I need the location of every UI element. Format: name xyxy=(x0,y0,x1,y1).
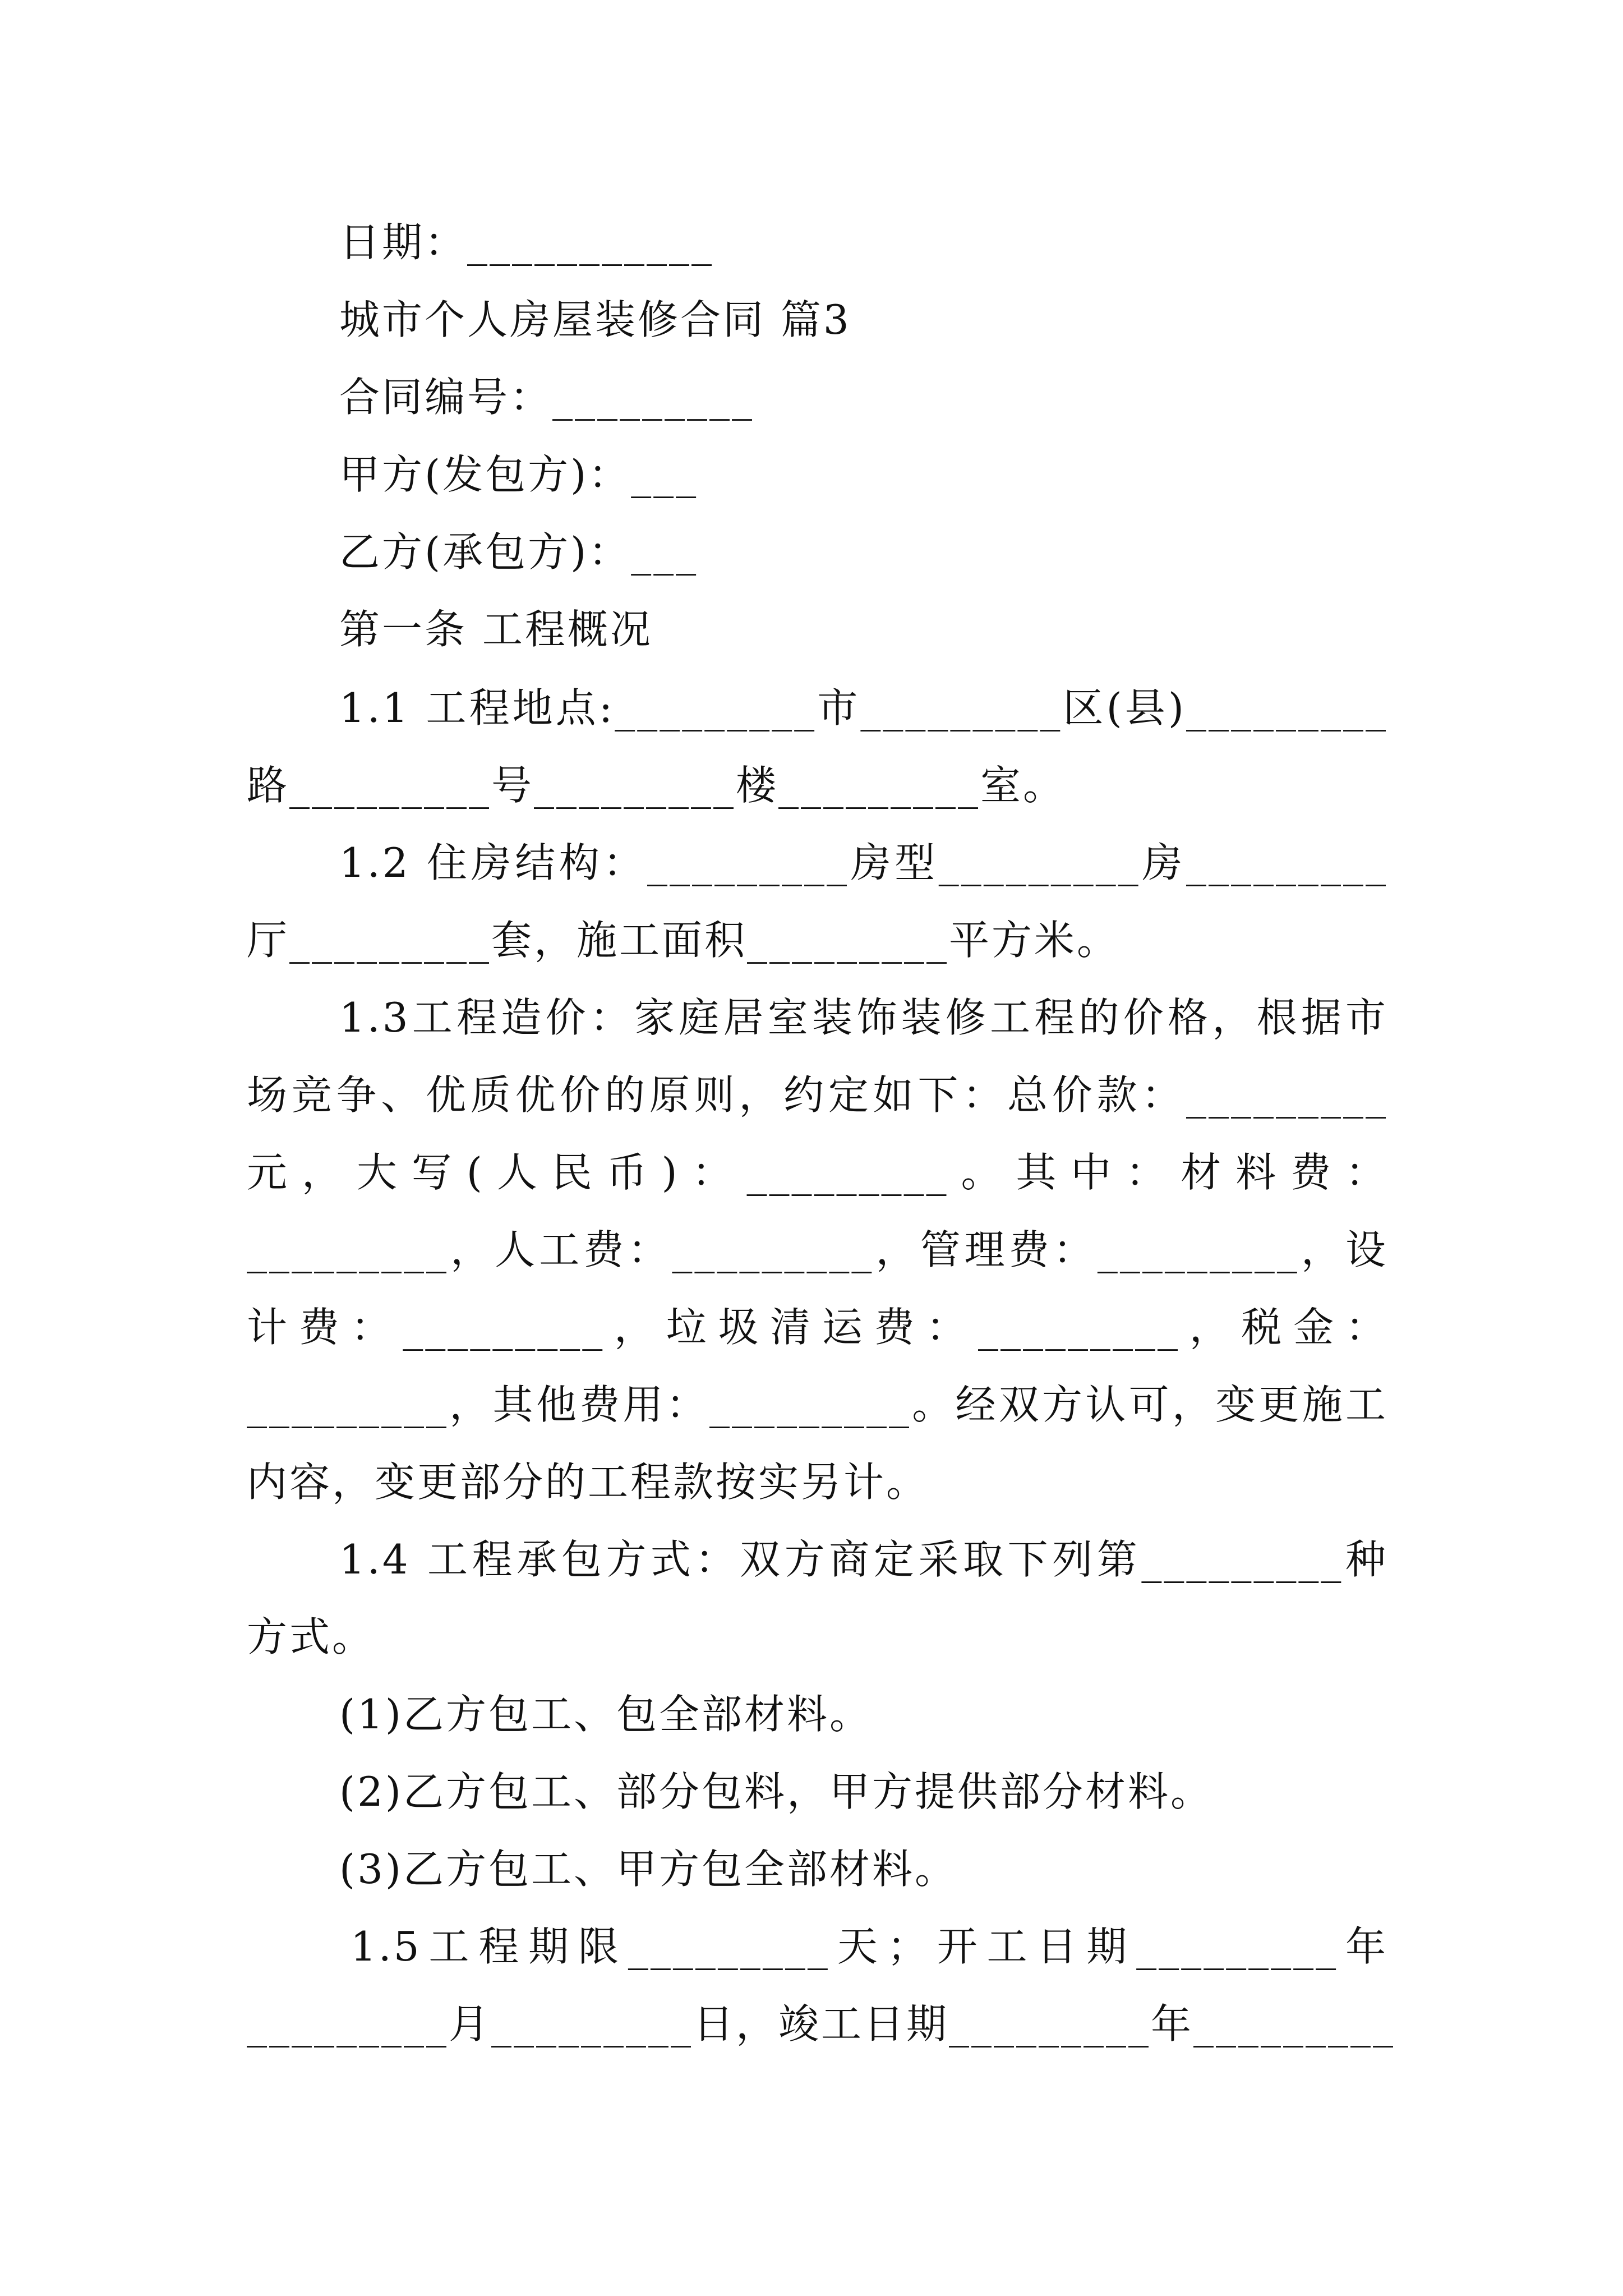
contract-number-line: 合同编号：_________ xyxy=(339,374,755,421)
article-1-heading: 第一条 工程概况 xyxy=(339,606,653,653)
date-line: 日期：___________ xyxy=(339,219,714,266)
clause-1-3-line-2: 场竞争、优质优价的原则，约定如下：总价款：_________ xyxy=(247,1071,1388,1119)
clause-1-3-line-5: 计费：_________，垃圾清运费：_________，税金： xyxy=(247,1304,1388,1351)
clause-1-4-line-2: 方式。 xyxy=(247,1613,375,1660)
clause-1-5-line-1: 1.5工程期限_________天；开工日期_________年 xyxy=(351,1923,1388,1970)
clause-1-3-line-6: _________，其他费用：_________。经双方认可，变更施工 xyxy=(247,1381,1388,1428)
clause-1-1-line-1: 1.1 工程地点:_________市_________区(县)_________ xyxy=(339,684,1388,731)
option-1: (1)乙方包工、包全部材料。 xyxy=(339,1691,872,1738)
clause-1-2-line-2: 厅_________套，施工面积_________平方米。 xyxy=(247,917,1120,964)
clause-1-3-line-7: 内容，变更部分的工程款按实另计。 xyxy=(247,1458,929,1506)
clause-1-5-line-2: _________月_________日，竣工日期_________年_________ xyxy=(247,2000,1396,2047)
clause-1-3-line-1: 1.3工程造价：家庭居室装饰装修工程的价格，根据市 xyxy=(339,994,1388,1041)
clause-1-3-line-4: _________，人工费：_________，管理费：_________，设 xyxy=(247,1226,1388,1273)
clause-1-3-line-3: 元，大写(人民币)：_________。其中：材料费： xyxy=(247,1149,1388,1196)
party-b-line: 乙方(承包方)：___ xyxy=(339,528,699,576)
contract-title: 城市个人房屋装修合同 篇3 xyxy=(339,296,851,343)
clause-1-4-line-1: 1.4 工程承包方式：双方商定采取下列第_________种 xyxy=(339,1536,1388,1583)
party-a-line: 甲方(发包方)：___ xyxy=(339,451,699,498)
option-3: (3)乙方包工、甲方包全部材料。 xyxy=(339,1846,957,1893)
clause-1-1-line-2: 路_________号_________楼_________室。 xyxy=(247,762,1066,809)
clause-1-2-line-1: 1.2 住房结构：_________房型_________房_________ xyxy=(339,839,1388,886)
option-2: (2)乙方包工、部分包料，甲方提供部分材料。 xyxy=(339,1768,1213,1815)
